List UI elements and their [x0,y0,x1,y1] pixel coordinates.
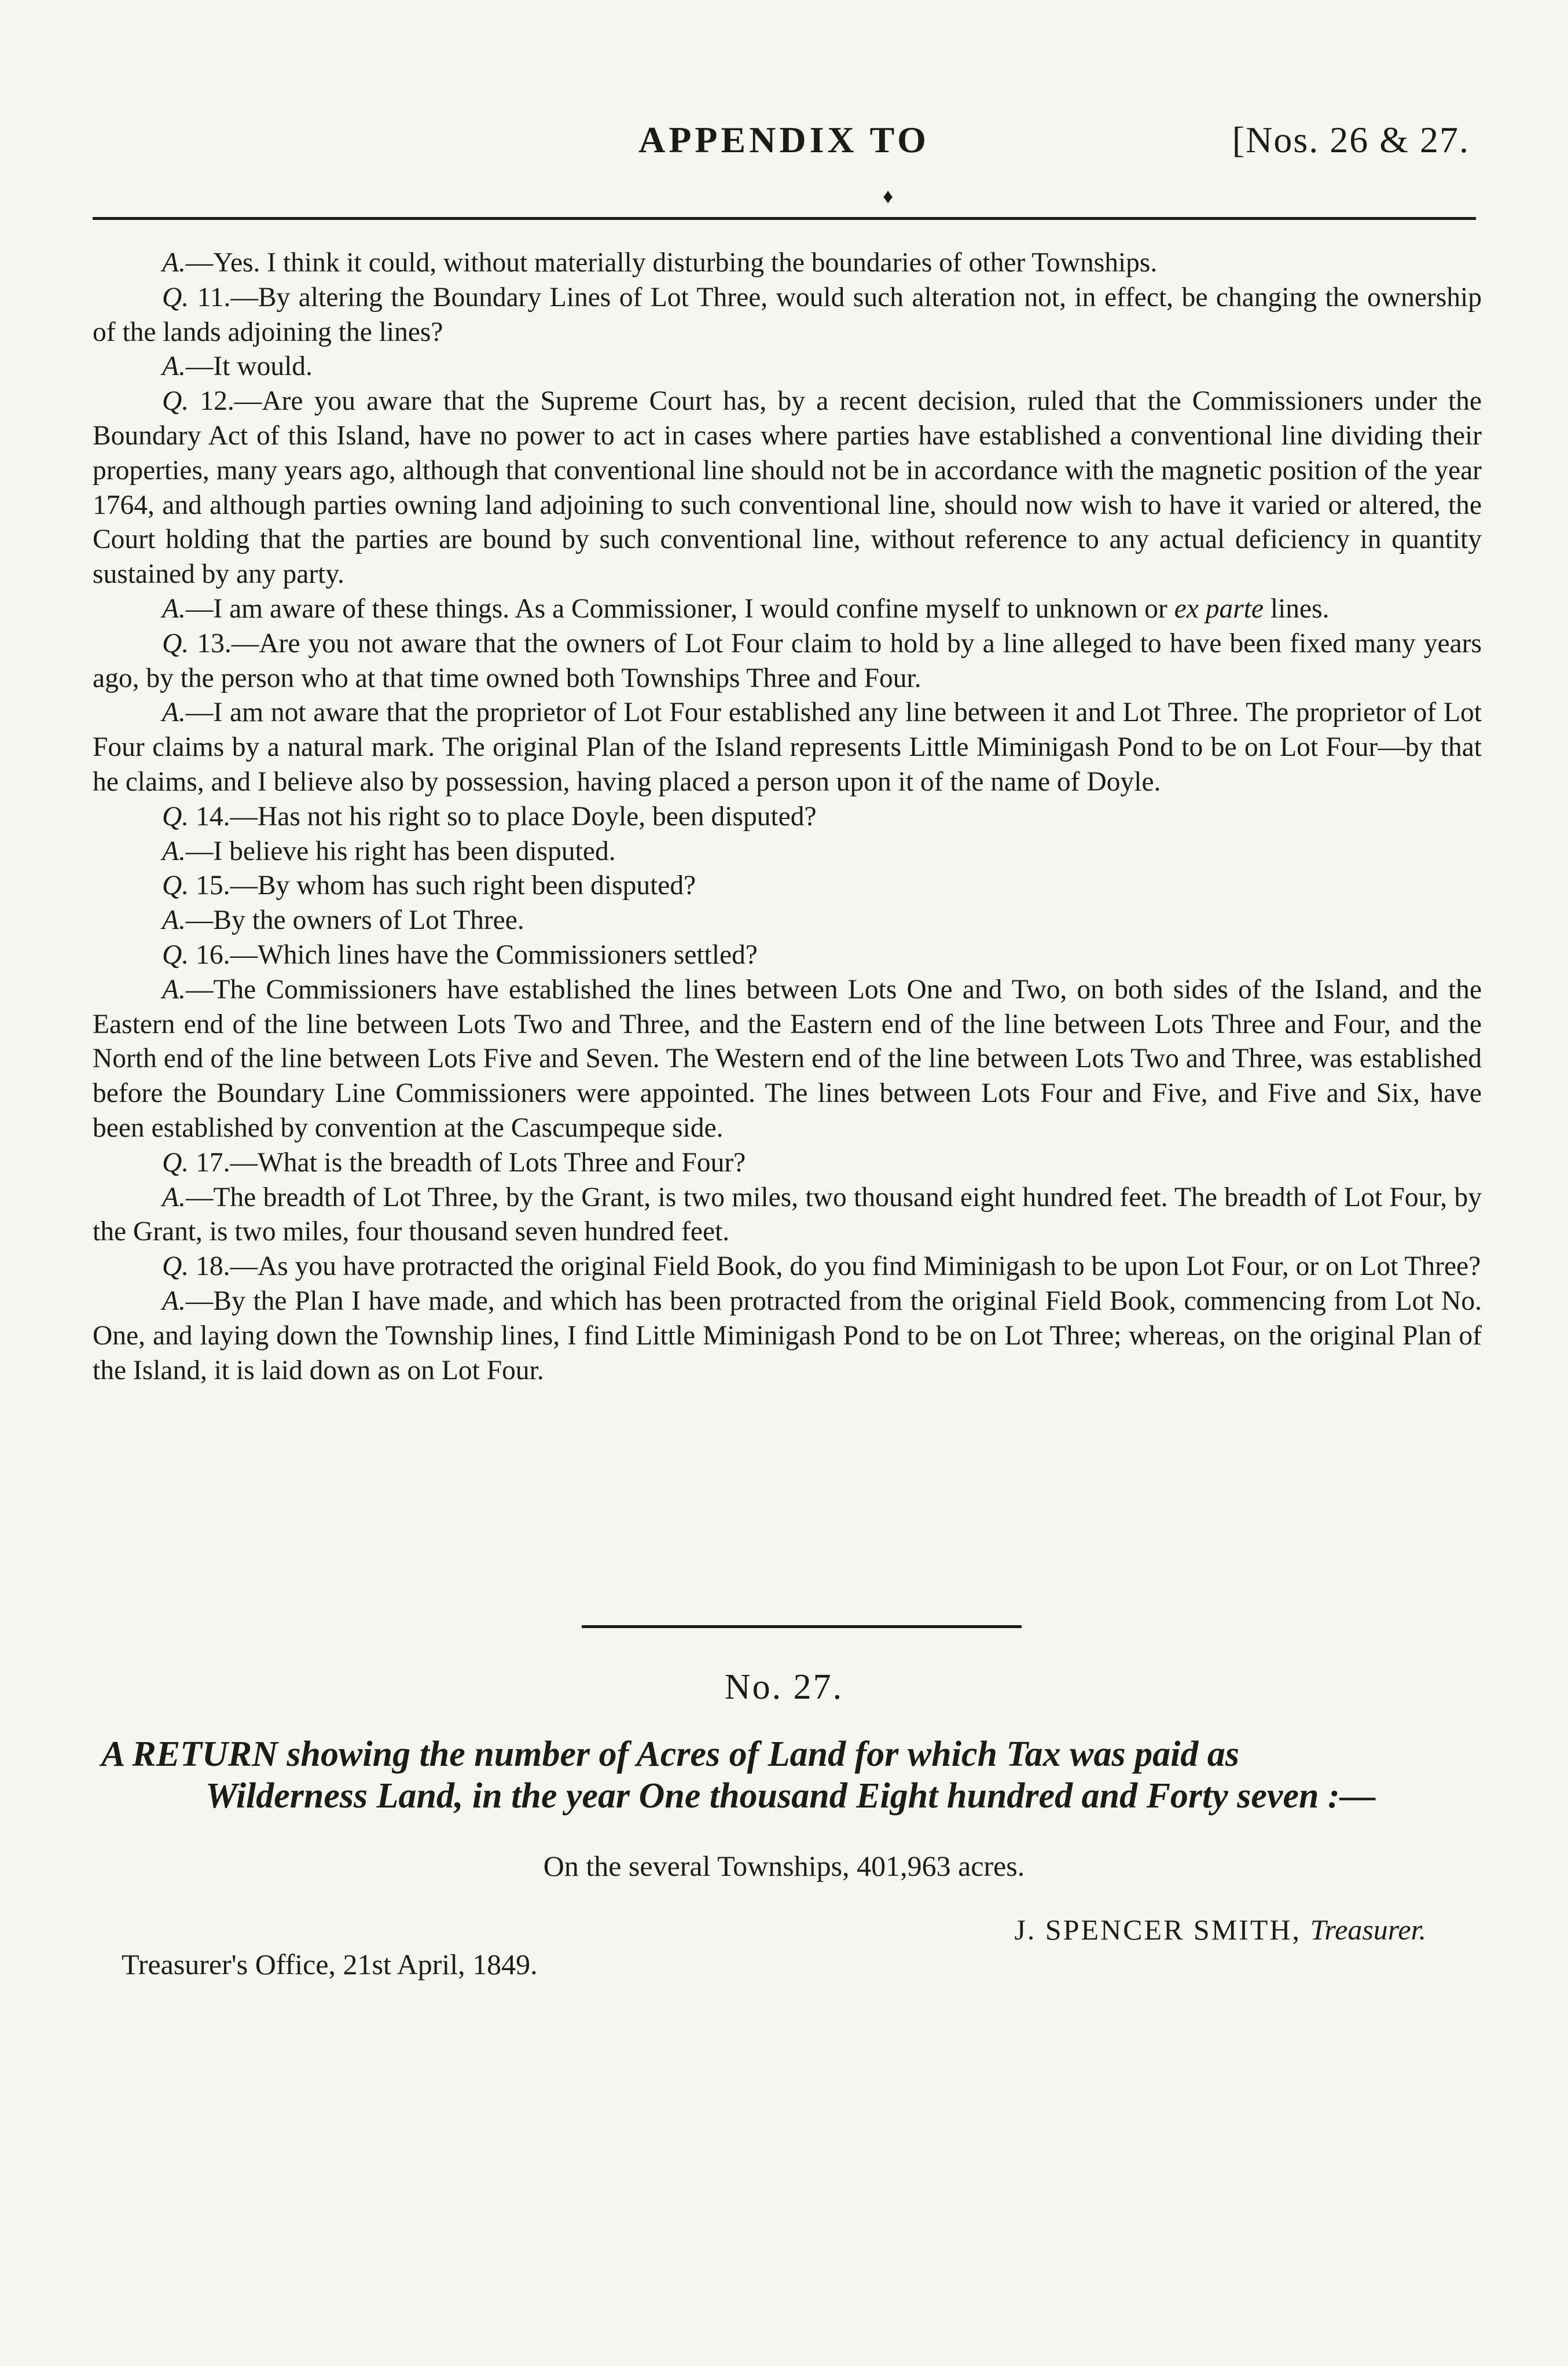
section-divider [582,1625,1022,1628]
speaker: A. [162,351,186,382]
paragraph [93,627,1482,696]
paragraph [93,350,1482,384]
paragraph [93,1146,1482,1181]
speaker: A. [162,905,186,936]
ornament-mark-icon: ♦ [883,185,894,208]
paragraph-text: 11.—By altering the Boundary Lines of Lot Three, would such alteration not, in effect, be changing the ownership of the lands adjoining the lines? [93,282,1482,347]
paragraph-italic: ex parte [1174,593,1264,624]
paragraph [93,869,1482,903]
paragraph [93,835,1482,869]
return-heading [101,1733,1490,1817]
paragraph [93,938,1482,973]
paragraph-text: —Yes. I think it could, without materially disturbing the boundaries of other Townships. [185,248,1158,278]
paragraph [93,1250,1482,1284]
paragraph-text: 15.—By whom has such right been disputed? [189,870,696,901]
speaker: A. [162,1182,186,1213]
paragraph [93,1284,1482,1388]
paragraph-text: 12.—Are you aware that the Supreme Court has, by a recent decision, ruled that the Commissioners under the Boundary Act of this Island, have no power to act in cases where parties have established a conventional line dividing their properties, many years ago, although that conventional line should not be in accordance with the magnetic position of the year 1764, and although parties owning land adjoining to such conventional line, should now wish to have it varied or altered, the Court holding that the parties are bound by such conventional line, without reference to any actual deficiency in quantity sustained by any party. [93,386,1482,590]
paragraph-text: —It would. [185,351,313,382]
signature-name: J. SPENCER SMITH, [1014,1913,1301,1946]
speaker: Q. [162,1251,189,1282]
paragraph-text: 18.—As you have protracted the original Field Book, do you find Miminigash to be upon Lot Four, or on Lot Three? [189,1251,1481,1282]
page-title: APPENDIX TO [638,119,930,160]
paragraph [93,384,1482,592]
paragraph [93,246,1482,281]
speaker: Q. [162,1147,189,1178]
header-rule [93,217,1476,220]
paragraph-text: 14.—Has not his right so to place Doyle, been disputed? [189,801,817,832]
paragraph [93,903,1482,938]
return-heading-line: A RETURN showing the number of Acres of Land for which Tax was paid as [101,1735,1239,1774]
paragraph-text: 13.—Are you not aware that the owners of Lot Four claim to hold by a line alleged to have been fixed many years ago, by the person who at that time owned both Townships Three and Four. [93,628,1482,693]
speaker: A. [162,593,186,624]
paragraph [93,696,1482,799]
signature [1014,1913,1426,1946]
section-number: No. 27. [724,1667,844,1707]
paragraph [93,592,1482,627]
speaker: A. [162,697,186,728]
speaker: Q. [162,939,189,970]
speaker: Q. [162,386,189,417]
speaker: A. [162,248,186,278]
paragraph-text: 16.—Which lines have the Commissioners settled? [189,939,758,970]
paragraph-text: —The breadth of Lot Three, by the Grant, is two miles, two thousand eight hundred feet. The breadth of Lot Four, by the Grant, is two miles, four thousand seven hundred feet. [93,1182,1482,1247]
paragraph [93,1181,1482,1250]
speaker: Q. [162,801,189,832]
paragraph-text: —I am not aware that the proprietor of Lot Four established any line between it and Lot Three. The proprietor of Lot Four claims by a natural mark. The original Plan of the Island represents Little Miminigash Pond to be on Lot Four—by that he claims, and I believe also by possession, having placed a person upon it of the name of Doyle. [93,697,1482,797]
paragraph-text: —I am aware of these things. As a Commissioner, I would confine myself to unknown or [185,593,1174,624]
office-date: Treasurer's Office, 21st April, 1849. [122,1948,538,1981]
speaker: A. [162,1285,186,1316]
page-numbers: [Nos. 26 & 27. [1232,119,1470,160]
paragraph-text: —By the owners of Lot Three. [185,905,524,936]
paragraph [93,973,1482,1146]
signature-role: Treasurer. [1310,1913,1426,1946]
return-statement: On the several Townships, 401,963 acres. [543,1850,1025,1882]
paragraph [93,800,1482,835]
paragraph-text: 17.—What is the breadth of Lots Three and Four? [189,1147,746,1178]
speaker: A. [162,836,186,866]
paragraph-text: —By the Plan I have made, and which has been protracted from the original Field Book, commencing from Lot No. One, and laying down the Township lines, I find Little Miminigash Pond to be on Lot Three; whereas, on the original Plan of the Island, it is laid down as on Lot Four. [93,1285,1482,1386]
speaker: Q. [162,870,189,901]
paragraph-tail: lines. [1264,593,1330,624]
paragraph [93,281,1482,350]
speaker: Q. [162,282,189,313]
paragraph-text: —The Commissioners have established the lines between Lots One and Two, on both sides of the Island, and the Eastern end of the line between Lots Two and Three, and the Eastern end of the line between Lots Three and Four, and the North end of the line between Lots Five and Seven. The Western end of the line between Lots Two and Three, was established before the Boundary Line Commissioners were appointed. The lines between Lots Four and Five, and Five and Six, have been established by convention at the Cascumpeque side. [93,974,1482,1143]
return-heading-line: Wilderness Land, in the year One thousand Eight hundred and Forty seven :— [205,1776,1376,1816]
speaker: Q. [162,628,189,659]
testimony-text [93,246,1482,1388]
paragraph-text: —I believe his right has been disputed. [185,836,616,866]
speaker: A. [162,974,186,1005]
